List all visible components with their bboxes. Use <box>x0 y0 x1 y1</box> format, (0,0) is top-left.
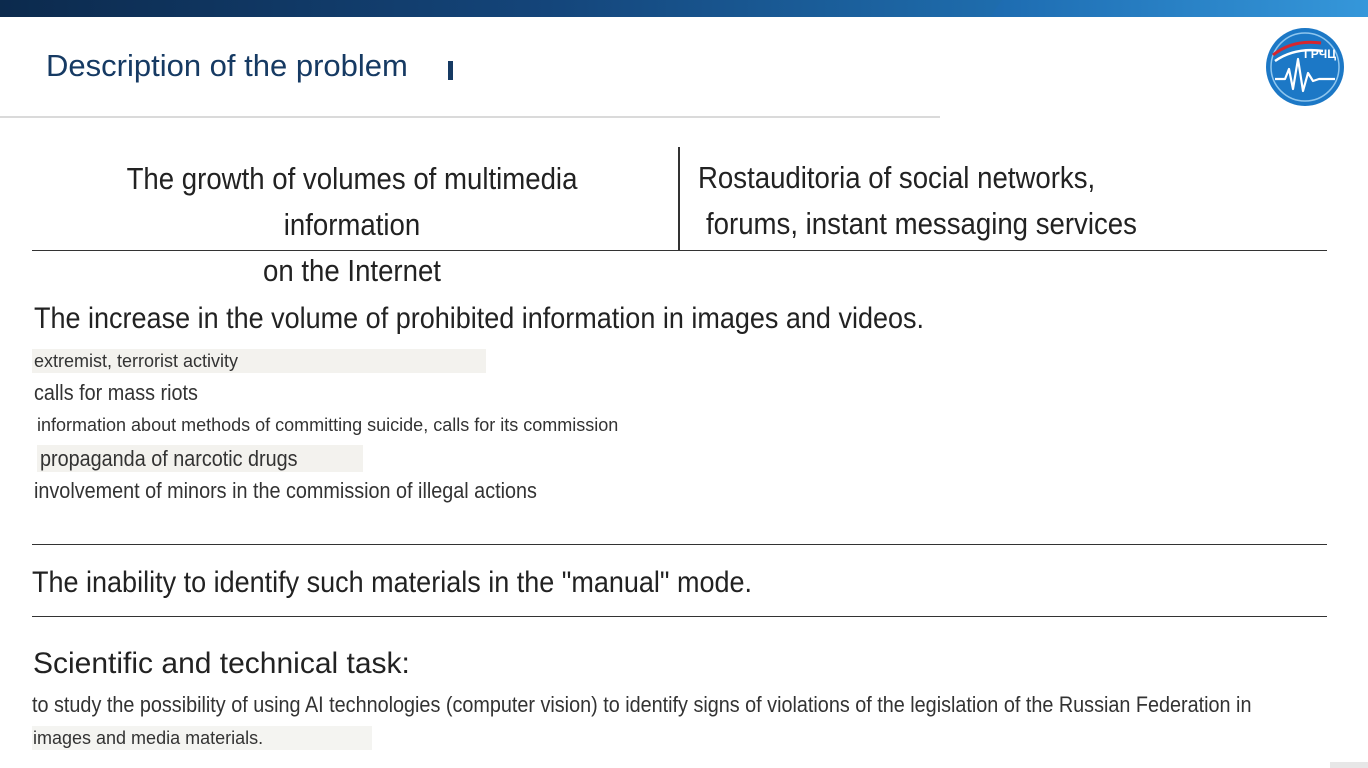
table-cell-left <box>67 156 637 294</box>
table-cell-right-line1: Rostauditoria of social networks, <box>698 160 1096 195</box>
logo-lettering: ГРЧЦ <box>1304 47 1337 61</box>
section-divider-2 <box>32 616 1327 617</box>
list-item-drugs <box>37 445 363 472</box>
section-divider-1 <box>32 544 1327 545</box>
inability-statement: The inability to identify such materials in the "manual" mode. <box>32 566 753 599</box>
slide-title: Description of the problem <box>46 48 408 83</box>
table-column-divider <box>678 147 680 251</box>
task-heading: Scientific and technical task: <box>33 647 410 680</box>
logo-emblem-icon <box>1263 25 1347 109</box>
table-cell-right-line2: forums, instant messaging services <box>706 206 1137 241</box>
prohibited-info-heading: The increase in the volume of prohibited information in images and videos. <box>34 302 925 335</box>
header-divider <box>0 116 940 118</box>
list-item-riots: calls for mass riots <box>34 380 198 405</box>
corner-mark <box>1330 762 1368 768</box>
table-cell-left-line1: The growth of volumes of multimedia information <box>126 161 578 242</box>
task-text-line2: images and media materials. <box>32 726 372 750</box>
top-banner-accent <box>990 0 1368 17</box>
task-text-line1: to study the possibility of using AI technologies (computer vision) to identify signs of violations of the legislation of the Russian Federation in <box>32 692 1252 717</box>
list-item-suicide: information about methods of committing suicide, calls for its commission <box>37 415 619 435</box>
list-item-minors: involvement of minors in the commission of illegal actions <box>34 478 537 503</box>
organization-logo <box>1263 25 1347 109</box>
list-item-extremism: extremist, terrorist activity <box>32 349 486 373</box>
table-cell-left-line2: on the Internet <box>263 253 441 288</box>
text-cursor <box>448 61 453 80</box>
list-item-drugs-label: propaganda of narcotic drugs <box>40 446 298 471</box>
